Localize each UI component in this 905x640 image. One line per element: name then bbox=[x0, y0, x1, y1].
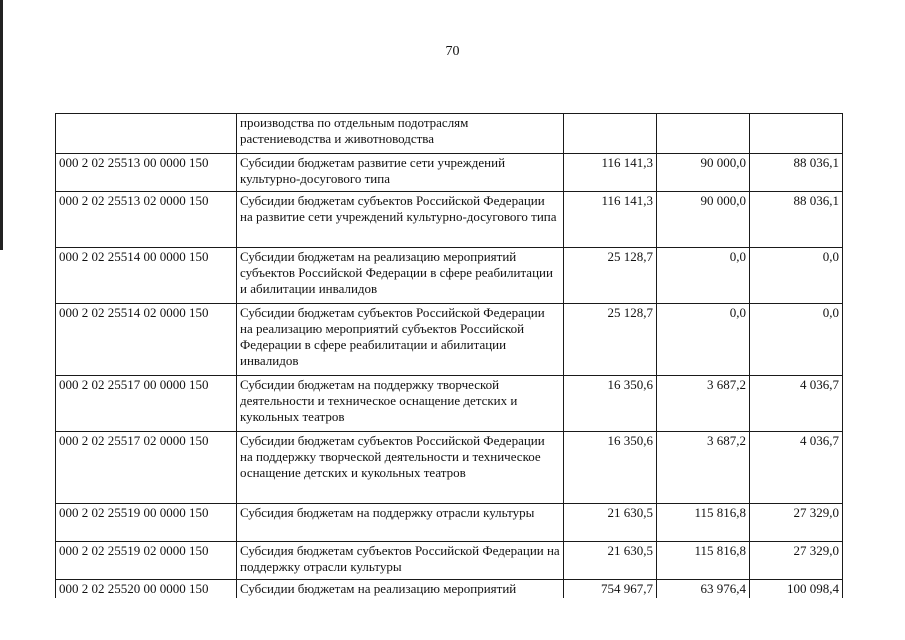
value-col2-cell: 90 000,0 bbox=[657, 192, 750, 248]
value-col2-cell: 90 000,0 bbox=[657, 154, 750, 192]
budget-code-cell: 000 2 02 25513 02 0000 150 bbox=[56, 192, 237, 248]
table-row bbox=[56, 114, 843, 154]
budget-code-cell: 000 2 02 25517 00 0000 150 bbox=[56, 376, 237, 432]
value-col1-cell: 16 350,6 bbox=[564, 432, 657, 504]
scan-edge bbox=[0, 0, 3, 250]
description-cell: Субсидия бюджетам субъектов Российской Федерации на поддержку отрасли культуры bbox=[237, 542, 564, 580]
description-cell: Субсидии бюджетам субъектов Российской Федерации на развитие сети учреждений культурно-досугового типа bbox=[237, 192, 564, 248]
table-row bbox=[56, 192, 843, 248]
value-col1-cell: 21 630,5 bbox=[564, 542, 657, 580]
description-cell: Субсидии бюджетам субъектов Российской Федерации на реализацию мероприятий субъектов Российской Федерации в сфере реабилитации и абилитации инвалидов bbox=[237, 304, 564, 376]
description-cell: Субсидия бюджетам на поддержку отрасли культуры bbox=[237, 504, 564, 542]
description-cell: Субсидии бюджетам развитие сети учреждений культурно-досугового типа bbox=[237, 154, 564, 192]
value-col3-cell: 4 036,7 bbox=[750, 432, 843, 504]
value-col3-cell: 100 098,4 bbox=[750, 580, 843, 599]
table-row bbox=[56, 304, 843, 376]
value-col3-cell: 4 036,7 bbox=[750, 376, 843, 432]
value-col1-cell: 16 350,6 bbox=[564, 376, 657, 432]
budget-code-cell: 000 2 02 25514 02 0000 150 bbox=[56, 304, 237, 376]
value-col2-cell: 115 816,8 bbox=[657, 504, 750, 542]
value-col2-cell: 63 976,4 bbox=[657, 580, 750, 599]
value-col3-cell: 0,0 bbox=[750, 248, 843, 304]
budget-code-cell: 000 2 02 25519 02 0000 150 bbox=[56, 542, 237, 580]
description-cell: Субсидии бюджетам на реализацию мероприятий субъектов Российской Федерации в сфере реабилитации и абилитации инвалидов bbox=[237, 248, 564, 304]
value-col1-cell: 25 128,7 bbox=[564, 304, 657, 376]
value-col2-cell: 0,0 bbox=[657, 248, 750, 304]
table-row bbox=[56, 504, 843, 542]
budget-code-cell: 000 2 02 25514 00 0000 150 bbox=[56, 248, 237, 304]
value-col1-cell bbox=[564, 114, 657, 154]
value-col3-cell: 27 329,0 bbox=[750, 542, 843, 580]
value-col3-cell: 27 329,0 bbox=[750, 504, 843, 542]
page-number: 70 bbox=[445, 44, 460, 59]
description-cell: Субсидии бюджетам на реализацию мероприятий bbox=[237, 580, 564, 599]
description-cell: Субсидии бюджетам субъектов Российской Федерации на поддержку творческой деятельности и техническое оснащение детских и кукольных театров bbox=[237, 432, 564, 504]
table-row bbox=[56, 376, 843, 432]
value-col3-cell: 88 036,1 bbox=[750, 192, 843, 248]
description-cell: производства по отдельным подотраслям растениеводства и животноводства bbox=[237, 114, 564, 154]
value-col1-cell: 116 141,3 bbox=[564, 192, 657, 248]
table-row bbox=[56, 580, 843, 599]
budget-code-cell: 000 2 02 25517 02 0000 150 bbox=[56, 432, 237, 504]
budget-code-cell: 000 2 02 25519 00 0000 150 bbox=[56, 504, 237, 542]
value-col3-cell: 0,0 bbox=[750, 304, 843, 376]
budget-code-cell: 000 2 02 25513 00 0000 150 bbox=[56, 154, 237, 192]
value-col1-cell: 21 630,5 bbox=[564, 504, 657, 542]
description-cell: Субсидии бюджетам на поддержку творческой деятельности и техническое оснащение детских и кукольных театров bbox=[237, 376, 564, 432]
table-row bbox=[56, 154, 843, 192]
value-col3-cell bbox=[750, 114, 843, 154]
value-col2-cell: 0,0 bbox=[657, 304, 750, 376]
budget-code-cell bbox=[56, 114, 237, 154]
value-col1-cell: 116 141,3 bbox=[564, 154, 657, 192]
budget-table bbox=[55, 113, 843, 598]
value-col1-cell: 25 128,7 bbox=[564, 248, 657, 304]
value-col2-cell bbox=[657, 114, 750, 154]
value-col1-cell: 754 967,7 bbox=[564, 580, 657, 599]
table-row bbox=[56, 432, 843, 504]
table-row bbox=[56, 542, 843, 580]
table-row bbox=[56, 248, 843, 304]
value-col2-cell: 3 687,2 bbox=[657, 432, 750, 504]
budget-code-cell: 000 2 02 25520 00 0000 150 bbox=[56, 580, 237, 599]
value-col2-cell: 115 816,8 bbox=[657, 542, 750, 580]
value-col3-cell: 88 036,1 bbox=[750, 154, 843, 192]
value-col2-cell: 3 687,2 bbox=[657, 376, 750, 432]
